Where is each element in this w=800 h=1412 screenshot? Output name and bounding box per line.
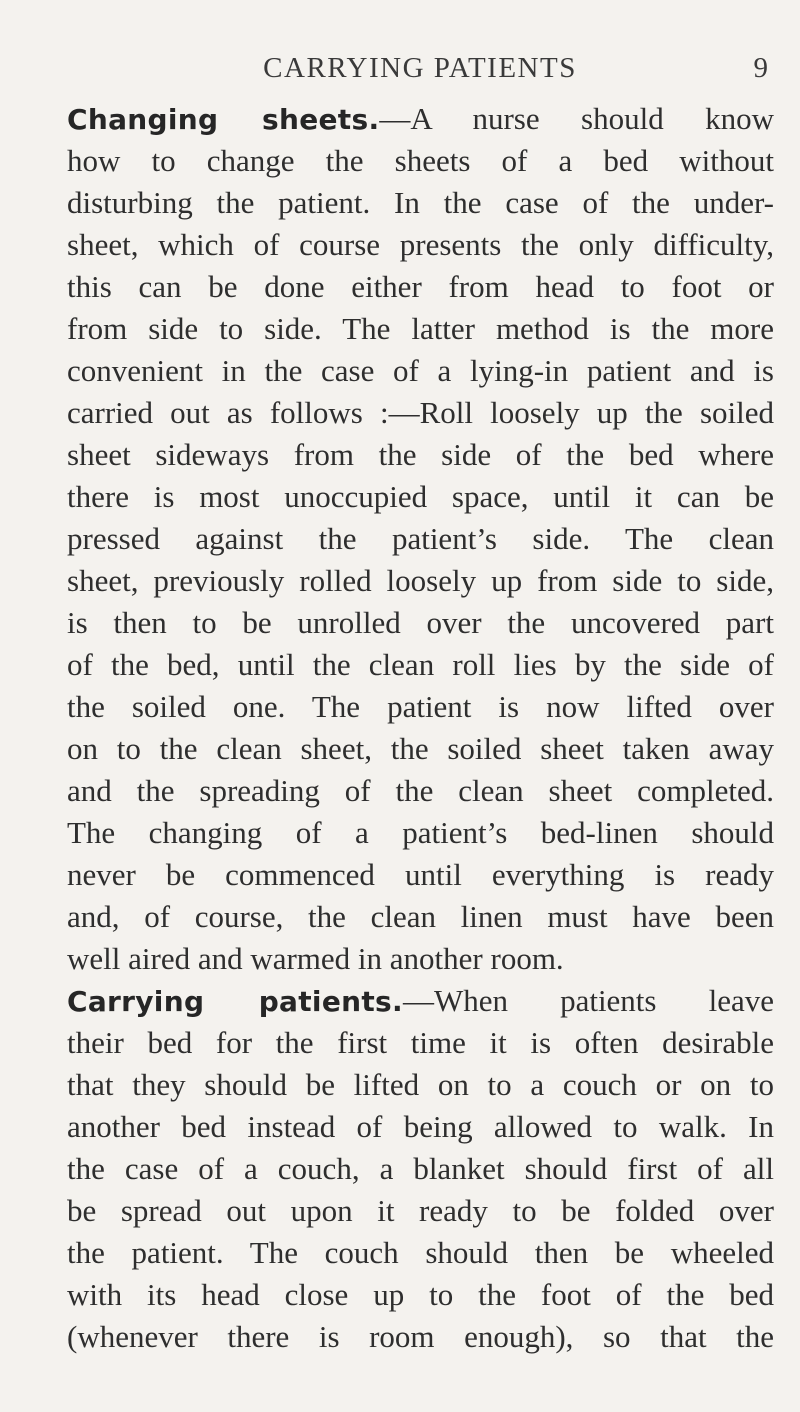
paragraph-line: carried out as follows :—Roll loosely up the soiled xyxy=(67,395,774,430)
body-text xyxy=(67,98,774,1358)
paragraph-line: Changing sheets.—A nurse should know xyxy=(67,101,775,136)
paragraph-line: the patient. The couch should then be wheeled xyxy=(67,1235,774,1270)
paragraph-line: how to change the sheets of a bed without xyxy=(67,143,774,178)
paragraph-line: with its head close up to the foot of the bed xyxy=(67,1277,774,1312)
paragraph-line: The changing of a patient’s bed-linen should xyxy=(67,815,774,850)
paragraph-line: of the bed, until the clean roll lies by the side of xyxy=(67,647,774,682)
paragraph-line: their bed for the first time it is often desirable xyxy=(67,1025,774,1060)
paragraph-line: well aired and warmed in another room. xyxy=(67,941,564,976)
paragraph-line: and the spreading of the clean sheet completed. xyxy=(67,773,774,808)
paragraph-line: the soiled one. The patient is now lifted over xyxy=(67,689,774,724)
page-number: 9 xyxy=(753,52,768,84)
paragraph-line: this can be done either from head to foot or xyxy=(67,269,774,304)
paragraph-line: sheet sideways from the side of the bed where xyxy=(67,437,774,472)
section-heading: Changing sheets. xyxy=(67,103,380,136)
running-title: CARRYING PATIENTS xyxy=(263,52,577,84)
paragraph-line: sheet, which of course presents the only difficulty, xyxy=(67,227,774,262)
paragraph-line: (whenever there is room enough), so that the xyxy=(67,1319,774,1354)
paragraph-line: that they should be lifted on to a couch or on to xyxy=(67,1067,774,1102)
paragraph-line: the case of a couch, a blanket should first of all xyxy=(67,1151,774,1186)
paragraph-line: there is most unoccupied space, until it can be xyxy=(67,479,774,514)
paragraph-line: and, of course, the clean linen must have been xyxy=(67,899,774,934)
paragraph-line: Carrying patients.—When patients leave xyxy=(67,983,774,1018)
paragraph-line: another bed instead of being allowed to walk. In xyxy=(67,1109,774,1144)
paragraph-line: sheet, previously rolled loosely up from side to side, xyxy=(67,563,774,598)
paragraph-line: on to the clean sheet, the soiled sheet taken away xyxy=(67,731,774,766)
paragraph-line: convenient in the case of a lying-in patient and is xyxy=(67,353,774,388)
paragraph-line: disturbing the patient. In the case of the under- xyxy=(67,185,774,220)
paragraph-line: never be commenced until everything is ready xyxy=(67,857,774,892)
paragraph-line: is then to be unrolled over the uncovered part xyxy=(67,605,774,640)
section-heading: Carrying patients. xyxy=(67,985,403,1018)
paragraph-line: pressed against the patient’s side. The clean xyxy=(67,521,774,556)
paragraph-line: be spread out upon it ready to be folded over xyxy=(67,1193,774,1228)
paragraph-line: from side to side. The latter method is the more xyxy=(67,311,774,346)
running-header xyxy=(70,52,770,92)
